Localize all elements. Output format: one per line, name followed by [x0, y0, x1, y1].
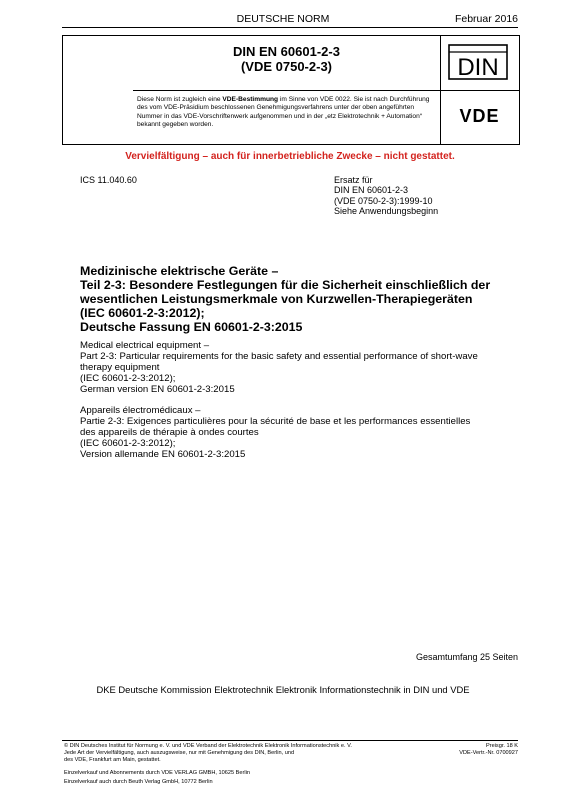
- replacement-line: DIN EN 60601-2-3: [334, 185, 409, 196]
- vde-logo-icon: VDE: [459, 106, 500, 126]
- header-document-type: DEUTSCHE NORM: [236, 13, 330, 25]
- price-group: Preisgr. 18 K: [485, 743, 518, 749]
- title-french-line: (IEC 60601-2-3:2012);: [80, 438, 176, 449]
- copyright-line: Jede Art der Vervielfältigung, auch auszugsweise, nur mit Genehmigung des DIN, Berlin, und: [64, 749, 295, 756]
- note-text-pre: Diese Norm ist zugleich eine: [137, 96, 223, 103]
- title-german-line: Teil 2-3: Besondere Festlegungen für die Sicherheit einschließlich der: [80, 278, 491, 292]
- din-logo-icon: [448, 44, 508, 80]
- replacement-info: [334, 175, 438, 216]
- title-english-line: Part 2-3: Particular requirements for the basic safety and essential performance of short-wave: [80, 351, 478, 362]
- replacement-line: (VDE 0750-2-3):1999-10: [334, 195, 433, 206]
- footer-divider: [62, 740, 518, 741]
- title-german-line: (IEC 60601-2-3:2012);: [80, 306, 205, 320]
- title-french-line: Version allemande EN 60601-2-3:2015: [80, 449, 246, 460]
- box-horizontal-divider: [133, 90, 519, 91]
- header-divider: [62, 27, 518, 28]
- title-french-line: Partie 2-3: Exigences particulières pour la sécurité de base et les performances essentielles: [80, 416, 471, 427]
- footer-copyright: [64, 743, 434, 763]
- title-german-line: Medizinische elektrische Geräte –: [80, 264, 279, 278]
- title-english-line: therapy equipment: [80, 362, 160, 373]
- title-french-line: des appareils de thérapie à ondes courtes: [80, 427, 259, 438]
- total-pages: Gesamtumfang 25 Seiten: [415, 652, 518, 662]
- title-german: [80, 264, 520, 334]
- vde-determination-note: [137, 96, 435, 129]
- dke-commission: DKE Deutsche Kommission Elektrotechnik Elektronik Informationstechnik in DIN und VDE: [96, 684, 470, 695]
- ics-code: ICS 11.040.60: [80, 175, 137, 185]
- standard-number-din: DIN EN 60601-2-3: [233, 44, 340, 59]
- title-french: [80, 405, 520, 460]
- replacement-line: Siehe Anwendungsbeginn: [334, 205, 439, 216]
- standard-number-vde: (VDE 0750-2-3): [240, 59, 333, 74]
- footer-sale-vde: Einzelverkauf und Abonnements durch VDE VERLAG GMBH, 10625 Berlin: [64, 770, 250, 776]
- footer-price-info: [459, 743, 518, 757]
- standard-number: [133, 44, 440, 74]
- title-english: [80, 340, 520, 395]
- copyright-line: des VDE, Frankfurt am Main, gestattet.: [64, 756, 161, 763]
- title-french-line: Appareils électromédicaux –: [80, 405, 201, 416]
- note-text-bold: VDE-Bestimmung: [222, 96, 279, 103]
- title-english-line: German version EN 60601-2-3:2015: [80, 384, 235, 395]
- title-german-line: Deutsche Fassung EN 60601-2-3:2015: [80, 320, 303, 334]
- header-date: Februar 2016: [454, 13, 518, 25]
- standard-info-box: [62, 35, 520, 145]
- din-logo-text: DIN: [457, 54, 499, 80]
- copyright-line: © DIN Deutsches Institut für Normung e. V. und VDE Verband der Elektrotechnik Elektronik Informationstechnik e. V.: [64, 743, 352, 749]
- vde-order-number: VDE-Vertr.-Nr. 0700927: [459, 749, 518, 756]
- note-text-post: im Sinne von VDE 0022. Sie ist nach Durchführung des vom VDE-Präsidium beschlossenen Genehmigungsverfahrens unter der oben angeführten Nummer in das VDE-Vorschriftenwerk aufgenommen und in der „etz Elektrotechnik + Automation“ bekannt gegeben worden.: [137, 96, 430, 128]
- title-english-line: (IEC 60601-2-3:2012);: [80, 373, 176, 384]
- title-german-line: wesentlichen Leistungsmerkmale von Kurzwellen-Therapiegeräten: [80, 292, 473, 306]
- reproduction-warning: Vervielfältigung – auch für innerbetriebliche Zwecke – nicht gestattet.: [125, 151, 455, 162]
- footer-sale-beuth: Einzelverkauf auch durch Beuth Verlag GmbH, 10772 Berlin: [64, 779, 213, 785]
- replacement-line: Ersatz für: [334, 175, 373, 185]
- title-english-line: Medical electrical equipment –: [80, 340, 210, 351]
